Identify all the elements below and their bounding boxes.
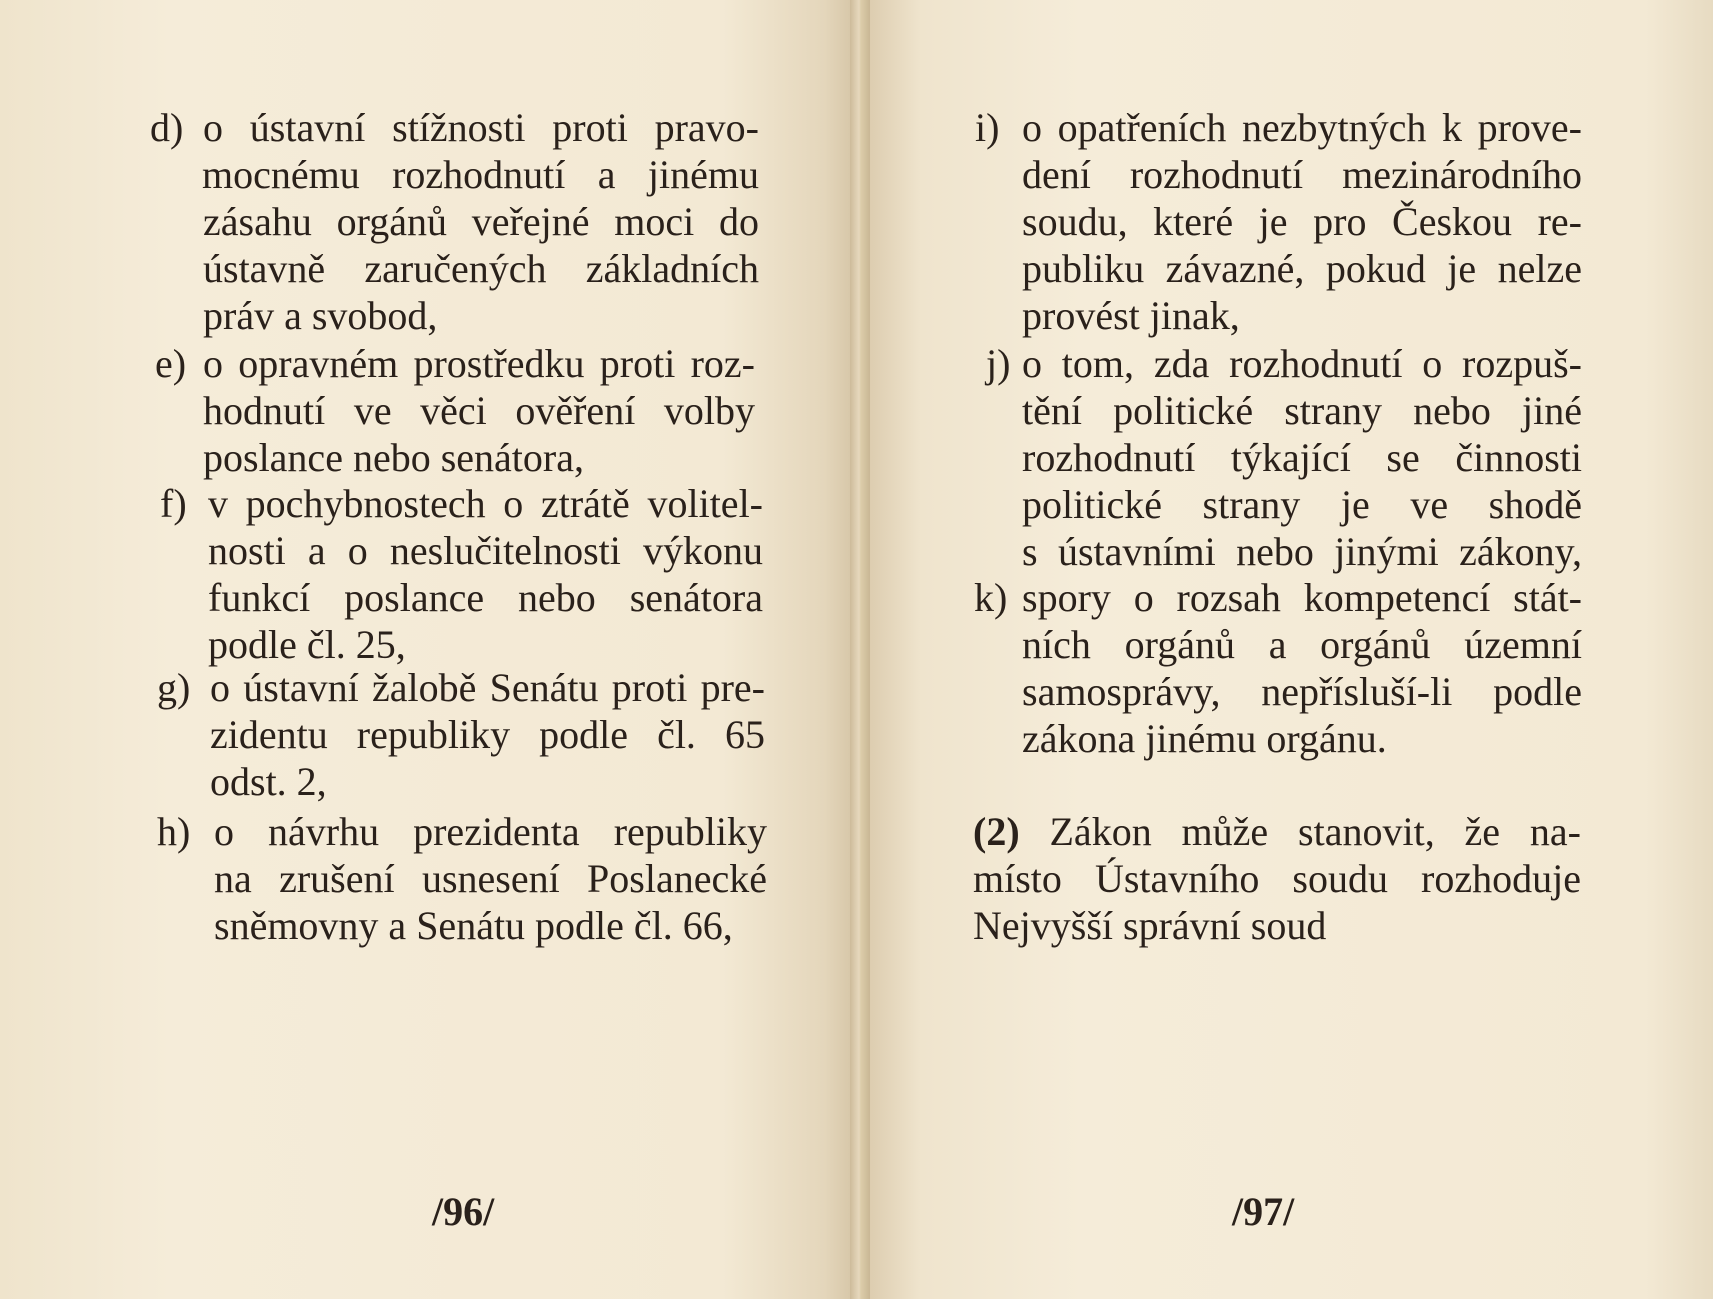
item-line: mocnému rozhodnutí a jinému xyxy=(202,152,759,197)
item-line: tění politické strany nebo jiné xyxy=(1022,388,1582,433)
right-page xyxy=(870,0,1713,1299)
item-line: spory o rozsah kompetencí stát- xyxy=(1022,575,1582,620)
paragraph-line: Nejvyšší správní soud xyxy=(973,903,1327,948)
item-line: ních orgánů a orgánů územní xyxy=(1022,622,1582,667)
list-item-k xyxy=(974,574,1581,762)
list-item-g xyxy=(157,664,769,805)
item-line: o ústavní stížnosti proti pravo- xyxy=(203,105,759,150)
item-line: na zrušení usnesení Poslanecké xyxy=(214,856,767,901)
item-line: s ústavními nebo jinými zákony, xyxy=(1022,529,1582,574)
list-item-f xyxy=(160,480,772,668)
item-label: f) xyxy=(160,481,187,526)
item-line: publiku závazné, pokud je nelze xyxy=(1022,246,1582,291)
list-item-e xyxy=(155,340,767,481)
item-line: zákona jinému orgánu. xyxy=(1022,716,1387,761)
paragraph-number: (2) xyxy=(973,809,1020,854)
item-line: podle čl. 25, xyxy=(208,622,406,667)
item-line: odst. 2, xyxy=(210,759,327,804)
item-line: v pochybnostech o ztrátě volitel- xyxy=(208,481,763,526)
item-label: d) xyxy=(150,105,184,150)
item-line: funkcí poslance nebo senátora xyxy=(208,575,763,620)
item-line: ústavně zaručených základních xyxy=(203,246,759,291)
paragraph-line: místo Ústavního soudu rozhoduje xyxy=(973,856,1581,901)
item-line: o tom, zda rozhodnutí o rozpuš- xyxy=(1022,341,1582,386)
item-line: zidentu republiky podle čl. 65 xyxy=(210,712,765,757)
item-label: h) xyxy=(157,809,191,854)
item-line: dení rozhodnutí mezinárodního xyxy=(1022,152,1582,197)
item-line: poslance nebo senátora, xyxy=(203,435,584,480)
item-line: nosti a o neslučitelnosti výkonu xyxy=(208,528,763,573)
item-label: i) xyxy=(975,105,1000,150)
item-line: o opravném prostředku proti roz- xyxy=(203,341,755,386)
paragraph-line: Zákon může stanovit, že na- xyxy=(1049,809,1581,854)
page-number: /97/ xyxy=(1232,1189,1295,1234)
item-line: o návrhu prezidenta republiky xyxy=(214,809,767,854)
item-line: práv a svobod, xyxy=(203,293,438,338)
item-line: o opatřeních nezbytných k prove- xyxy=(1022,105,1582,150)
item-line: zásahu orgánů veřejné moci do xyxy=(203,199,759,244)
item-line: samosprávy, nepřísluší-li podle xyxy=(1022,669,1582,714)
item-line: hodnutí ve věci ověření volby xyxy=(203,388,755,433)
item-label: g) xyxy=(157,665,191,710)
item-line: provést jinak, xyxy=(1022,293,1240,338)
item-line: o ústavní žalobě Senátu proti pre- xyxy=(210,665,765,710)
item-label: e) xyxy=(155,341,187,386)
item-line: soudu, které je pro Českou re- xyxy=(1022,199,1582,244)
paragraph-2 xyxy=(973,808,1581,949)
item-label: k) xyxy=(974,575,1008,620)
item-line: politické strany je ve shodě xyxy=(1022,482,1582,527)
list-item-h xyxy=(157,808,769,949)
page-number: /96/ xyxy=(432,1189,495,1234)
item-line: rozhodnutí týkající se činnosti xyxy=(1022,435,1582,480)
item-line: sněmovny a Senátu podle čl. 66, xyxy=(214,903,733,948)
left-page xyxy=(0,0,850,1299)
book-gutter xyxy=(850,0,870,1299)
item-label: j) xyxy=(986,341,1011,386)
list-item-d xyxy=(150,104,762,339)
list-item-i xyxy=(975,104,1581,339)
list-item-j xyxy=(986,340,1581,575)
